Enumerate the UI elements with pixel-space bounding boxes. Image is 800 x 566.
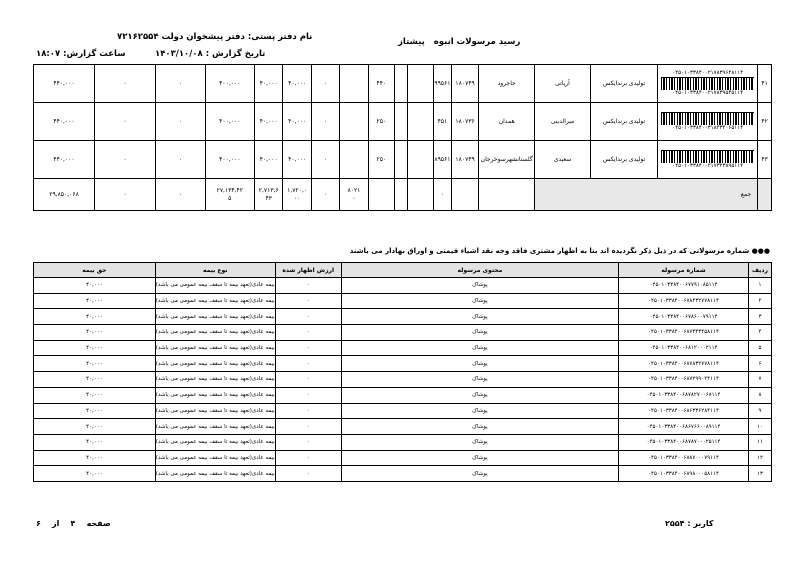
insurance-fee: ۴۰,۰۰۰ [34,340,156,356]
empty-cell [407,65,433,103]
insurance-fee: ۴۰,۰۰۰ [34,278,156,294]
header-declared-value: ارزش اظهار شده [275,263,341,278]
index-cell: ۴۱ [758,65,772,103]
row-number: ۳ [748,309,771,325]
insurance-type: بیمه عادی(تعهد بیمه تا سقف بیمه عمومی می باشد) [155,434,275,450]
tracking-number: ۰۴۵۰۱۰۳۳۸۴۰۰۶۷۸۴۳۲۷۷۸۱۱۴ [619,293,749,309]
empty-cell [451,179,478,211]
value-line-2: ۰ [352,194,356,202]
receiver-cell: آرپاتی [535,65,591,103]
tracking-number: ۰۴۵۰۱۰۳۳۸۴۰۰۶۷۷۹۱۰۸۵۱۱۴ [619,278,749,294]
header-insurance-type: نوع بیمه [155,263,275,278]
insurance-row [34,434,772,450]
tracking-number: ۰۴۵۰۱۰۳۳۸۴۰۰۶۸۷۳۴۳۴۵۸۱۱۴ [619,325,749,341]
sum-label: جمع [535,179,758,211]
declared-value: ۰ [275,293,341,309]
content: پوشاک [341,356,618,372]
insurance-fee: ۴۰,۰۰۰ [34,309,156,325]
insurance-row [34,450,772,466]
barcode-cell [658,141,758,179]
value-line-1: ۲۷,۱۳۴,۴۲ [216,186,243,194]
insurance-fee: ۴۰,۰۰۰ [34,419,156,435]
value-line-1: ۱,۷۲۰,۰ [287,186,308,194]
sender-cell: تولیدی برندایکس [590,65,657,103]
barcode-text: ۰۴۵۰۱۰۳۳۸۴۰۰۲۱۷۸۳۹۵۴۵۱۱۴ [672,90,744,96]
receiver-cell: سعیدی [535,141,591,179]
row-number: ۹ [748,403,771,419]
shipment-row [34,65,772,103]
date-label: تاریخ گزارش : [205,49,266,59]
barcode-text: ۰۴۵۰۱۰۳۳۸۴۰۰۳۱۸۴۳۴۰۶۵۱۱۴ [672,124,744,131]
page-footer [36,519,111,528]
c3-cell: ۴۰,۰۰۰ [255,141,283,179]
user-label: کاربر : [687,519,714,528]
c1-cell: ۰ [311,65,339,103]
c2-cell: ۴۰,۰۰۰ [283,65,311,103]
value-line-2: ۴۳ [265,194,272,202]
total-cell: ۴۴۰,۰۰۰ [34,65,95,103]
insurance-fee: ۴۰,۰۰۰ [34,403,156,419]
city-cell: گلستانشهرسوخرجان [479,141,535,179]
content: پوشاک [341,340,618,356]
value-line-2: ۵ [228,194,232,202]
weight-cell: ۲۵۰ [368,103,394,141]
insurance-fee: ۴۰,۰۰۰ [34,325,156,341]
empty-cell [394,141,407,179]
c6-cell: ۰ [95,103,156,141]
insurance-row [34,372,772,388]
insurance-row [34,309,772,325]
header-content: محتوی مرسوله [341,263,618,278]
city-cell: همدان [479,103,535,141]
content: پوشاک [341,309,618,325]
empty-cell [407,103,433,141]
c3-cell: ۴۰,۰۰۰ [255,103,283,141]
insurance-fee: ۴۰,۰۰۰ [34,293,156,309]
insurance-fee: ۴۰,۰۰۰ [34,434,156,450]
date-line [155,49,265,59]
row-number: ۲ [748,293,771,309]
empty-cell [368,179,394,211]
c3-cell: ۴۰,۰۰۰ [255,65,283,103]
weight-cell: ۴۴۰ [368,65,394,103]
insurance-fee: ۴۰,۰۰۰ [34,356,156,372]
declared-value: ۰ [275,278,341,294]
shipment-row [34,103,772,141]
c4-cell: ۴۰۰,۰۰۰ [205,65,254,103]
date-value: ۱۴۰۳/۱۰/۰۸ [155,49,203,59]
sender-cell: تولیدی برندایکس [590,103,657,141]
row-number: ۶ [748,356,771,372]
tracking-number: ۰۴۵۰۱۰۳۳۸۴۰۰۶۸۷۸۲۷۰۰۶۸۱۱۴ [619,387,749,403]
receipt-title [398,37,520,47]
content: پوشاک [341,387,618,403]
empty-cell [758,179,772,211]
sum-row [34,179,772,211]
sum-c5: ۰ [156,179,205,211]
header-row-number: ردیف [748,263,771,278]
insurance-type: بیمه عادی(تعهد بیمه تا سقف بیمه عمومی می باشد) [155,278,275,294]
empty-cell [340,103,368,141]
insurance-fee: ۴۰,۰۰۰ [34,387,156,403]
sum-c1: ۰ [311,179,339,211]
barcode-image [661,77,754,90]
insurance-type: بیمه عادی(تعهد بیمه تا سقف بیمه عمومی می باشد) [155,466,275,482]
insurance-row [34,466,772,482]
insurance-type: بیمه عادی(تعهد بیمه تا سقف بیمه عمومی می باشد) [155,419,275,435]
postcode-cell: ۱۸۰۷۴۹ [451,141,478,179]
c6-cell: ۰ [95,65,156,103]
postcode-cell: ۱۸۰۷۳۶ [451,103,478,141]
insurance-type: بیمه عادی(تعهد بیمه تا سقف بیمه عمومی می باشد) [155,372,275,388]
time-line [36,49,126,59]
tracking-number: ۰۴۵۰۱۰۳۳۸۴۰۰۶۸۶۳۳۶۲۸۴۱۱۴ [619,403,749,419]
insurance-type: بیمه عادی(تعهد بیمه تا سقف بیمه عمومی می باشد) [155,340,275,356]
value-line-2: ۰۰ [293,194,301,202]
barcode-cell [658,65,758,103]
page-label: صفحه [86,519,111,528]
c5-cell: ۰ [156,65,205,103]
page-of: از [52,519,60,528]
c6-cell: ۰ [95,141,156,179]
tracking-number: ۰۴۵۰۱۰۳۳۸۴۰۰۶۸۱۲۰۰۰۲۱۱۴ [619,340,749,356]
sender-cell: تولیدی برندایکس [590,141,657,179]
insurance-table [33,262,772,482]
insurance-row [34,340,772,356]
city-cell: جاجرود [479,65,535,103]
row-number: ۱۳ [748,466,771,482]
tracking-number: ۰۴۵۰۱۰۳۳۸۴۰۰۶۸۹۸۰۰۰۵۸۱۱۴ [619,466,749,482]
tracking-number: ۰۴۵۰۱۰۳۳۸۴۰۰۶۸۷۸۷۰۰۰۲۵۱۱۴ [619,434,749,450]
c1-cell: ۰ [311,141,339,179]
index-cell: ۴۳ [758,141,772,179]
tracking-number: ۰۴۵۰۱۰۳۳۸۴۰۰۶۸۷۲۹۹۰۲۴۱۱۴ [619,372,749,388]
value-line-1: ۸۰۲۱ [347,186,361,194]
content: پوشاک [341,419,618,435]
shipment-row [34,141,772,179]
time-value: ۱۸:۰۷ [36,49,61,59]
header-insurance-fee: حق بیمه [34,263,156,278]
insurance-row [34,419,772,435]
c1-cell: ۰ [311,103,339,141]
total-cell: ۴۴۰,۰۰۰ [34,103,95,141]
content: پوشاک [341,325,618,341]
content: پوشاک [341,403,618,419]
shipments-table [33,64,772,211]
insurance-type: بیمه عادی(تعهد بیمه تا سقف بیمه عمومی می باشد) [155,325,275,341]
declared-value: ۰ [275,372,341,388]
c2-cell: ۴۰,۰۰۰ [283,103,311,141]
sum-c2 [283,179,311,211]
sum-count: ۰ [433,179,451,211]
insurance-row [34,325,772,341]
declared-value: ۰ [275,419,341,435]
note-text: ●●● شماره مرسولاتی که در ذیل ذکر نگردیده اند بنا به اظهار مشتری فاقد وجه نقد اشیاء قیمتی و اوراق بهادار می باشند [349,247,770,255]
insurance-type: بیمه عادی(تعهد بیمه تا سقف بیمه عمومی می باشد) [155,403,275,419]
insurance-type: بیمه عادی(تعهد بیمه تا سقف بیمه عمومی می باشد) [155,387,275,403]
weight-cell: ۲۵۰ [368,141,394,179]
barcode-image [661,112,754,125]
insurance-row [34,293,772,309]
insurance-row [34,356,772,372]
total-cell: ۴۴۰,۰۰۰ [34,141,95,179]
row-number: ۵ [748,340,771,356]
barcode-cell [658,103,758,141]
insurance-fee: ۴۰,۰۰۰ [34,450,156,466]
user-footer [665,519,714,528]
code-cell: ۸۹۵۶۱ [433,141,451,179]
content: پوشاک [341,466,618,482]
row-number: ۱۰ [748,419,771,435]
page-current: ۴ [70,519,76,528]
header-tracking-number: شماره مرسوله [619,263,749,278]
empty-cell [479,179,535,211]
declared-value: ۰ [275,434,341,450]
c2-cell: ۴۰,۰۰۰ [283,141,311,179]
tracking-number: ۰۴۵۰۱۰۳۳۸۴۰۰۶۸۶۷۶۶۰۰۸۹۱۱۴ [619,419,749,435]
sum-weight [340,179,368,211]
row-number: ۷ [748,372,771,388]
code-cell: ۹۹۵۶۱ [433,65,451,103]
declared-value: ۰ [275,356,341,372]
tracking-number: ۰۴۵۰۱۰۳۳۸۴۰۰۶۸۷۸۳۲۷۷۸۱۱۴ [619,356,749,372]
empty-cell [394,65,407,103]
row-number: ۱۲ [748,450,771,466]
sum-c4 [205,179,254,211]
insurance-table-header [34,263,772,278]
row-number: ۴ [748,325,771,341]
user-value: ۲۵۵۴ [665,519,685,528]
insurance-type: بیمه عادی(تعهد بیمه تا سقف بیمه عمومی می باشد) [155,309,275,325]
declared-value: ۰ [275,403,341,419]
declared-value: ۰ [275,450,341,466]
office-line [117,32,312,42]
c5-cell: ۰ [156,103,205,141]
insurance-type: بیمه عادی(تعهد بیمه تا سقف بیمه عمومی می باشد) [155,293,275,309]
page-total: ۶ [36,519,41,528]
insurance-row [34,278,772,294]
content: پوشاک [341,450,618,466]
office-label: نام دفتر پستی: [247,32,313,42]
insurance-type: بیمه عادی(تعهد بیمه تا سقف بیمه عمومی می باشد) [155,356,275,372]
index-cell: ۴۲ [758,103,772,141]
postcode-cell: ۱۸۰۷۴۹ [451,65,478,103]
row-number: ۱ [748,278,771,294]
declared-value: ۰ [275,340,341,356]
barcode-prev-text: ۰۴۵۰۱۰۳۳۸۴۰۰۲۱۷۸۳۹۶۴۸۱۱۴ [672,70,744,76]
empty-cell [394,103,407,141]
declared-value: ۰ [275,466,341,482]
value-line-1: ۲,۷۱۳,۶ [258,186,279,194]
empty-cell [340,65,368,103]
empty-cell [340,141,368,179]
barcode-text: ۰۴۵۰۱۰۳۳۸۴۰۰۲۱۷۳۲۳۸۹۵۱۱۴ [672,162,744,169]
insurance-row [34,387,772,403]
service-type: پیشتاز [398,37,425,47]
sum-total: ۲۹,۸۵۰,۰۶۸ [34,179,95,211]
empty-cell [407,179,433,211]
declared-value: ۰ [275,309,341,325]
empty-cell [407,141,433,179]
content: پوشاک [341,434,618,450]
declared-value: ۰ [275,325,341,341]
row-number: ۸ [748,387,771,403]
tracking-number: ۰۴۵۰۱۰۳۳۸۴۰۰۶۷۸۶۰۰۷۹۱۱۴ [619,309,749,325]
content: پوشاک [341,293,618,309]
insurance-fee: ۴۰,۰۰۰ [34,466,156,482]
office-name: دفتر پیشخوان دولت ۷۲۱۶۲۵۵۴ [117,32,245,42]
insurance-type: بیمه عادی(تعهد بیمه تا سقف بیمه عمومی می باشد) [155,450,275,466]
c4-cell: ۴۰۰,۰۰۰ [205,141,254,179]
content: پوشاک [341,372,618,388]
tracking-number: ۰۴۵۰۱۰۳۳۸۴۰۰۶۸۸۷۰۰۰۷۹۱۱۴ [619,450,749,466]
receiver-cell: میرالدینی [535,103,591,141]
sum-c6: ۰ [95,179,156,211]
c4-cell: ۴۰۰,۰۰۰ [205,103,254,141]
insurance-fee: ۴۰,۰۰۰ [34,372,156,388]
row-number: ۱۱ [748,434,771,450]
content: پوشاک [341,278,618,294]
code-cell: ۴۵۱ [433,103,451,141]
empty-cell [394,179,407,211]
c5-cell: ۰ [156,141,205,179]
time-label: ساعت گزارش: [63,49,126,59]
declared-value: ۰ [275,387,341,403]
title-text: رسید مرسولات انبوه [433,37,521,47]
sum-c3 [255,179,283,211]
barcode-image [661,150,754,163]
insurance-row [34,403,772,419]
